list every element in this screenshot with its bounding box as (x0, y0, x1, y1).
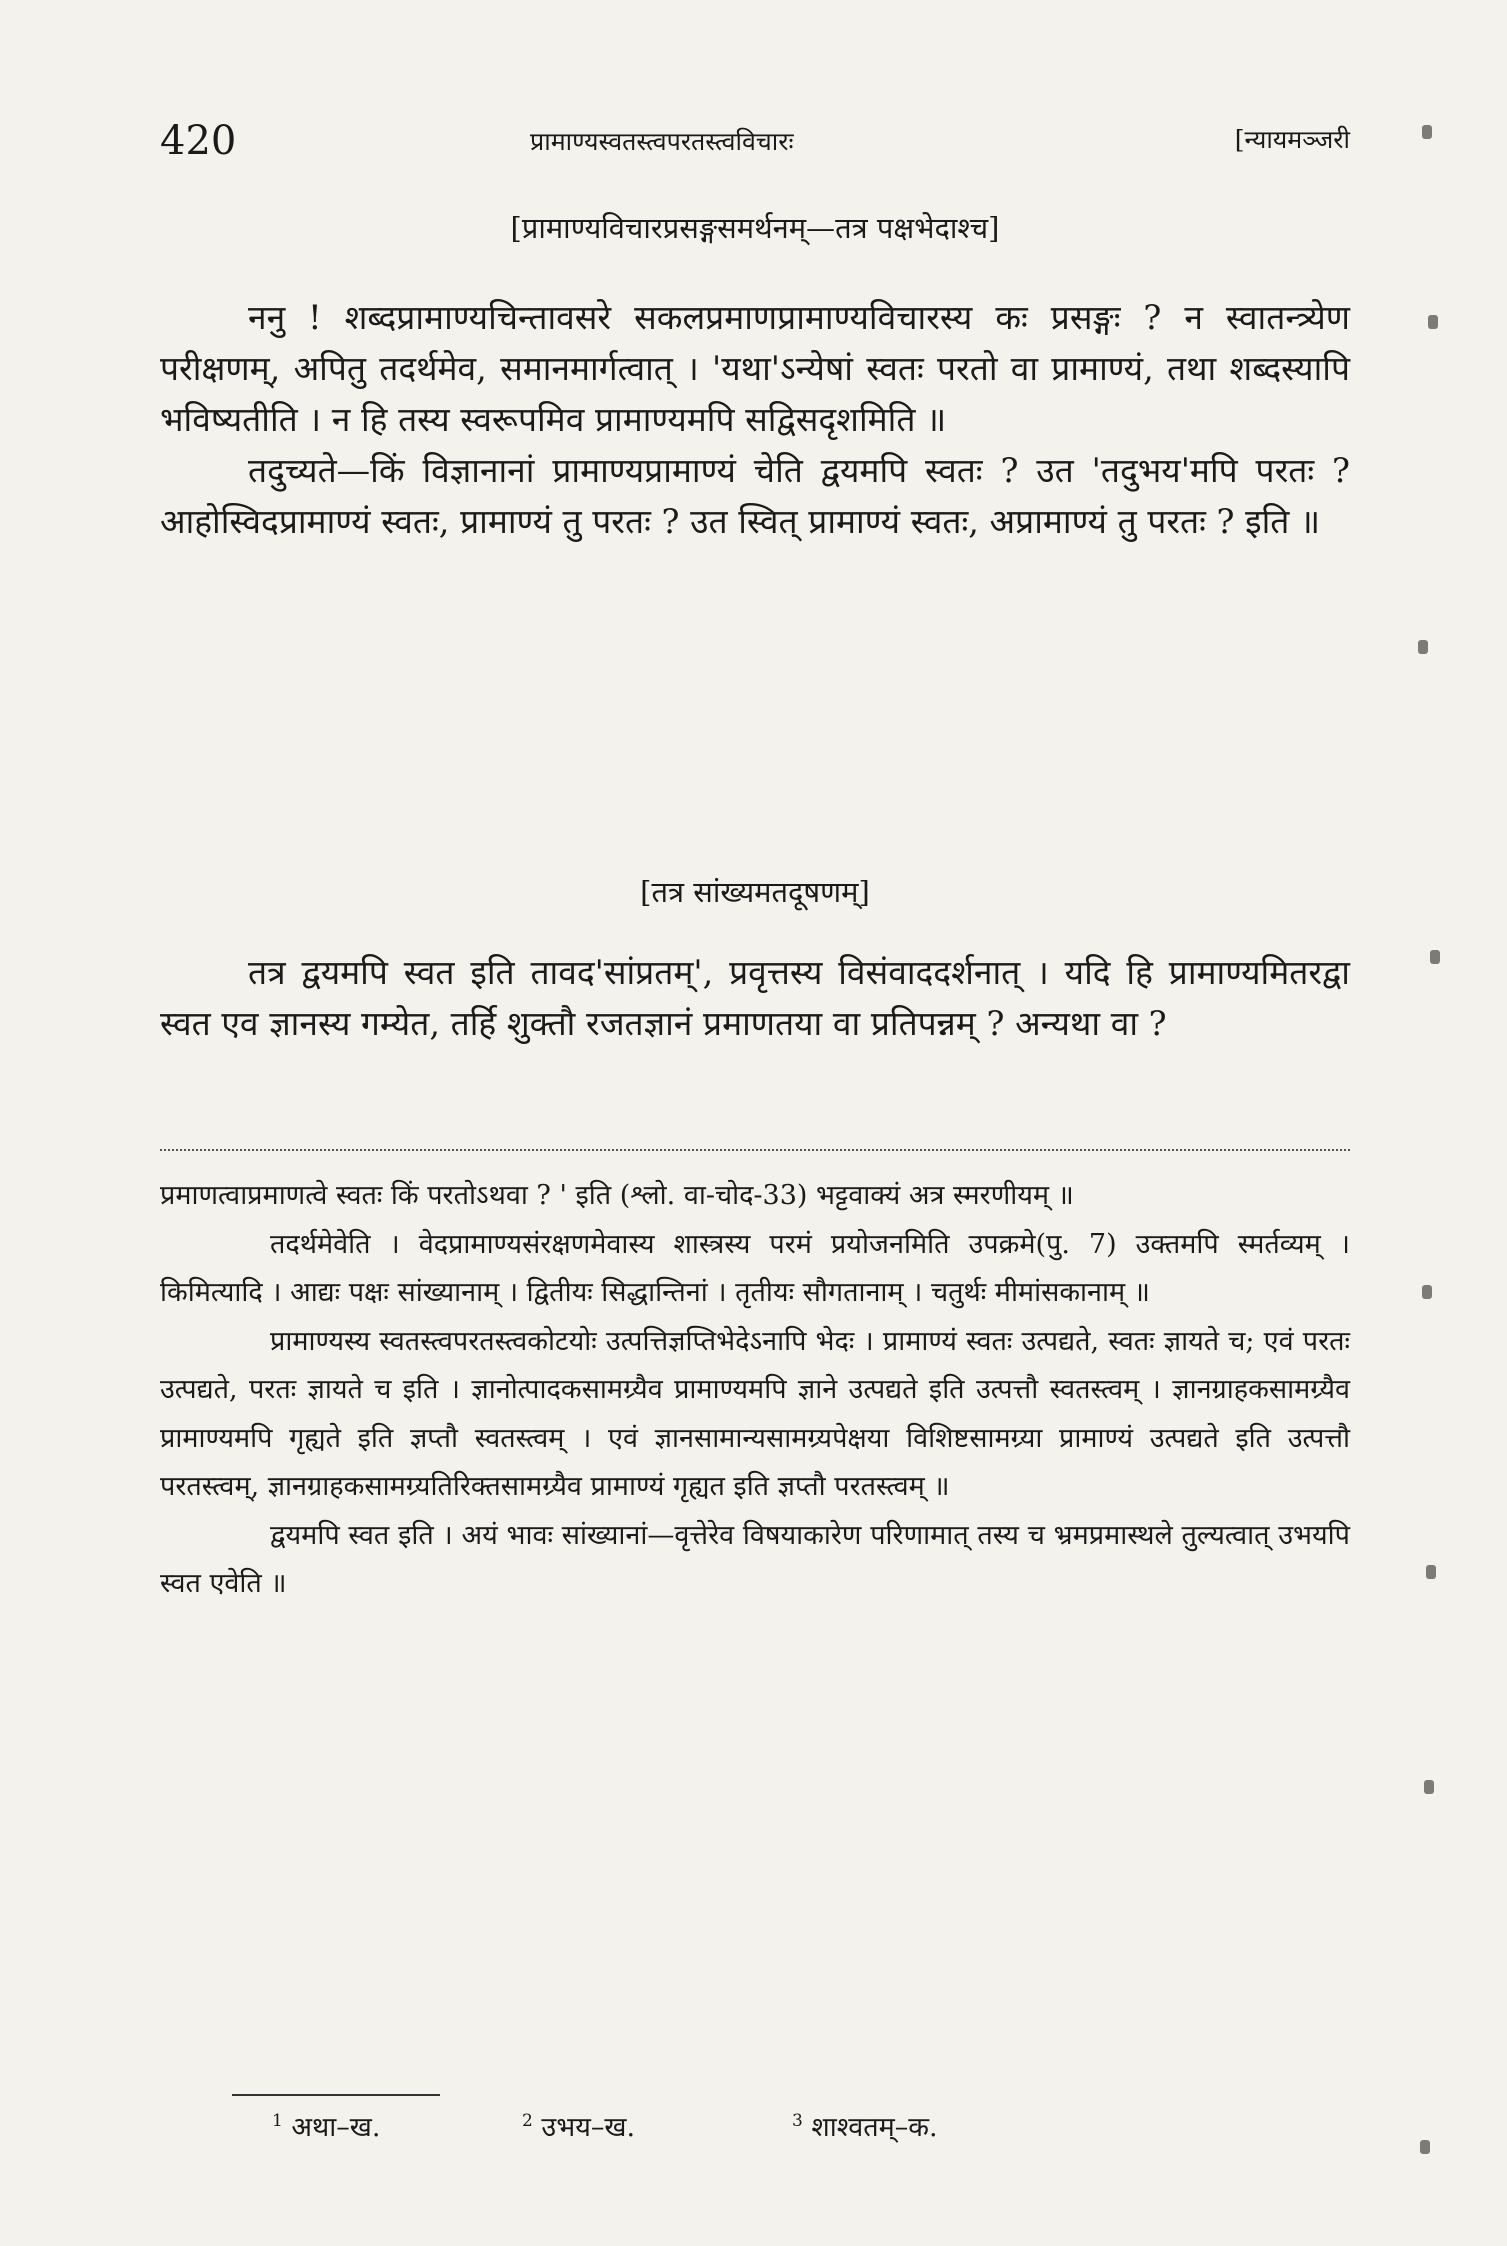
scan-speck (1420, 2140, 1430, 2154)
footnote-item (792, 2107, 938, 2144)
main-paragraph: ननु ! शब्दप्रामाण्यचिन्तावसरे सकलप्रमाणप्रामाण्यविचारस्य कः प्रसङ्गः ? न स्वातन्त्र्येण परीक्षणम्, अपितु तदर्थमेव, समानमार्गत्वात् । 'यथा'ऽन्येषां स्वतः परतो वा प्रामाण्यं, तथा शब्दस्यापि भविष्यतीति । न हि तस्य स्वरूपमिव प्रामाण्यमपि सद्विसदृशमिति ॥ (160, 298, 1350, 439)
section-heading-1: [प्रामाण्यविचारप्रसङ्गसमर्थनम्—तत्र पक्षभेदाश्च] (510, 211, 1000, 245)
footnote-number: 1 (272, 2111, 283, 2131)
footnote-number: 2 (522, 2111, 533, 2131)
scan-speck (1422, 1285, 1432, 1299)
footnotes (272, 2107, 1172, 2147)
text-commentary-divider (160, 1149, 1350, 1151)
commentary-block (160, 1172, 1350, 1609)
main-paragraph: तत्र द्वयमपि स्वत इति तावद'सांप्रतम्', प्रवृत्तस्य विसंवाददर्शनात् । यदि हि प्रामाण्यमितरद्वा स्वत एव ज्ञानस्य गम्येत, तर्हि शुक्तौ रजतज्ञानं प्रमाणतया वा प्रतिपन्नम् ? अन्यथा वा ? (160, 953, 1350, 1043)
commentary-paragraph: प्रमाणत्वाप्रमाणत्वे स्वतः किं परतोऽथवा ? ' इति (श्लो. वा-चोद-33) भट्टवाक्यं अत्र स्मरणीयम् ॥ (160, 1180, 1074, 1211)
book-title: [न्यायमञ्जरी (1234, 125, 1350, 154)
footnote-item (522, 2107, 635, 2144)
main-text-section-2 (160, 947, 1350, 1049)
footnote-text: अथा–ख. (291, 2112, 381, 2143)
scan-speck (1430, 950, 1440, 964)
chapter-title: प्रामाण्यस्वतस्त्वपरतस्त्वविचारः (530, 127, 794, 156)
scan-speck (1428, 315, 1438, 329)
page-number: 420 (160, 118, 237, 164)
main-text-section-1 (160, 292, 1350, 547)
footnote-item (272, 2107, 380, 2144)
scan-margin-marks (1400, 0, 1500, 2246)
footnote-text: उभय–ख. (541, 2112, 636, 2143)
section-heading-2: [तत्र सांख्यमतदूषणम्] (640, 875, 870, 909)
main-paragraph: तदुच्यते—किं विज्ञानानां प्रामाण्यप्रामाण्यं चेति द्वयमपि स्वतः ? उत 'तदुभय'मपि परतः ? आहोस्विदप्रामाण्यं स्वतः, प्रामाण्यं तु परतः ? उत स्वित् प्रामाण्यं स्वतः, अप्रामाण्यं तु परतः ? इति ॥ (160, 451, 1350, 541)
scan-speck (1426, 1565, 1436, 1579)
footnote-number: 3 (792, 2111, 803, 2131)
commentary-paragraph: द्वयमपि स्वत इति । अयं भावः सांख्यानां—वृत्तेरेव विषयाकारेण परिणामात् तस्य च भ्रमप्रमास्थले तुल्यत्वात् उभयपि स्वत एवेति ॥ (160, 1519, 1350, 1599)
scan-speck (1424, 1780, 1434, 1794)
scan-speck (1422, 125, 1432, 139)
commentary-paragraph: तदर्थमेवेति । वेदप्रामाण्यसंरक्षणमेवास्य शास्त्रस्य परमं प्रयोजनमिति उपक्रमे(पु. 7) उक्तमपि स्मर्तव्यम् । किमित्यादि । आद्यः पक्षः सांख्यानाम् । द्वितीयः सिद्धान्तिनां । तृतीयः सौगतानाम् । चतुर्थः मीमांसकानाम् ॥ (160, 1228, 1350, 1308)
commentary-paragraph: प्रामाण्यस्य स्वतस्त्वपरतस्त्वकोटयोः उत्पत्तिज्ञप्तिभेदेऽनापि भेदः । प्रामाण्यं स्वतः उत्पद्यते, स्वतः ज्ञायते च; एवं परतः उत्पद्यते, परतः ज्ञायते च इति । ज्ञानोत्पादकसामग्र्यैव प्रामाण्यमपि ज्ञाने उत्पद्यते इति उत्पत्तौ स्वतस्त्वम् । ज्ञानग्राहकसामग्र्यैव प्रामाण्यमपि गृह्यते इति ज्ञप्तौ स्वतस्त्वम् । एवं ज्ञानसामान्यसामग्र्यपेक्षया विशिष्टसामग्र्या प्रामाण्यं उत्पद्यते इति उत्पत्तौ परतस्त्वम्, ज्ञानग्राहकसामग्र्यतिरिक्तसामग्र्यैव प्रामाण्यं गृह्यत इति ज्ञप्तौ परतस्त्वम् ॥ (160, 1325, 1350, 1502)
running-head (160, 118, 1350, 168)
footnote-rule (232, 2094, 440, 2096)
scan-speck (1418, 640, 1428, 654)
footnote-text: शाश्वतम्–क. (811, 2112, 938, 2143)
